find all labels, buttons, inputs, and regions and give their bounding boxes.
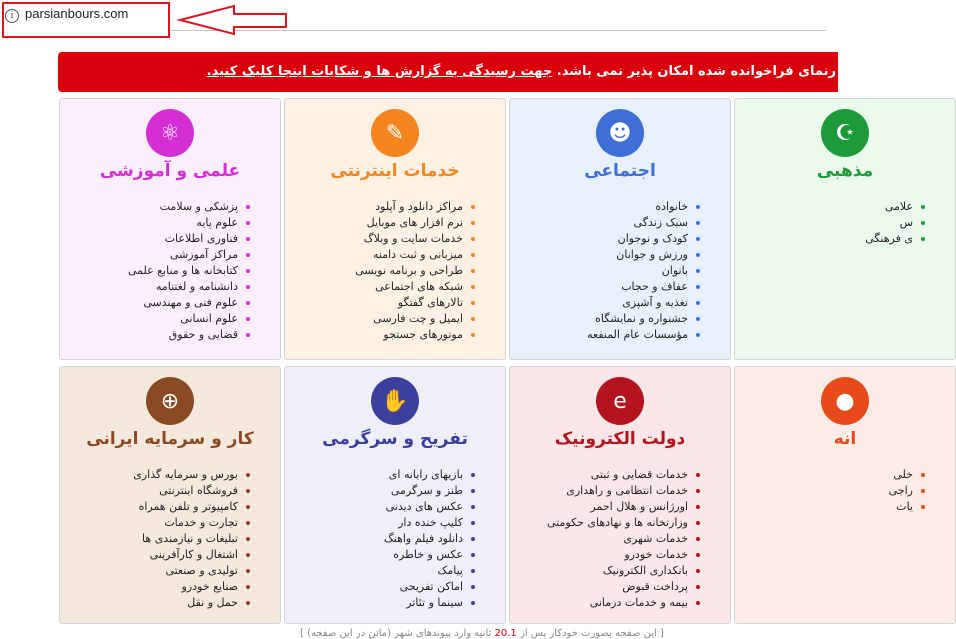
category-link[interactable]: ایمیل و چت فارسی: [285, 311, 475, 327]
category-link[interactable]: اماکن تفریحی: [285, 579, 475, 595]
category-links: [510, 467, 730, 611]
category-links: [60, 199, 280, 343]
category-link[interactable]: پرداخت قبوض: [510, 579, 700, 595]
price-tag-icon[interactable]: ✎: [371, 109, 419, 157]
category-link[interactable]: بانوان: [510, 263, 700, 279]
category-link[interactable]: راجی: [735, 483, 925, 499]
info-icon[interactable]: i: [5, 9, 19, 23]
category-link[interactable]: طنز و سرگرمی: [285, 483, 475, 499]
category-link[interactable]: نرم افزار های موبایل: [285, 215, 475, 231]
category-link[interactable]: طراحی و برنامه نویسی: [285, 263, 475, 279]
category-link[interactable]: بورس و سرمایه گذاری: [60, 467, 250, 483]
category-card[interactable]: [509, 98, 731, 360]
category-card[interactable]: [284, 98, 506, 360]
category-title[interactable]: انه: [833, 429, 857, 449]
category-link[interactable]: علوم پایه: [60, 215, 250, 231]
partial-icon[interactable]: ●: [821, 377, 869, 425]
category-title[interactable]: اجتماعی: [584, 161, 656, 181]
category-links: [735, 467, 955, 515]
category-links: [285, 199, 505, 343]
category-link[interactable]: قضایی و حقوق: [60, 327, 250, 343]
category-link[interactable]: تجارت و خدمات: [60, 515, 250, 531]
category-title[interactable]: کار و سرمایه ایرانی: [86, 429, 254, 449]
category-link[interactable]: تغذیه و آشپزی: [510, 295, 700, 311]
category-link[interactable]: علوم انسانی: [60, 311, 250, 327]
category-title[interactable]: دولت الکترونیک: [554, 429, 686, 449]
category-link[interactable]: علوم فنی و مهندسی: [60, 295, 250, 311]
category-link[interactable]: خدمات انتظامی و راهداری: [510, 483, 700, 499]
category-link[interactable]: میزبانی و ثبت دامنه: [285, 247, 475, 263]
category-link[interactable]: موتورهای جستجو: [285, 327, 475, 343]
category-link[interactable]: وزارتخانه ها و نهادهای حکومتی: [510, 515, 700, 531]
category-link[interactable]: کامپیوتر و تلفن همراه: [60, 499, 250, 515]
category-link[interactable]: فروشگاه اینترنتی: [60, 483, 250, 499]
category-card[interactable]: [509, 366, 731, 624]
atom-icon[interactable]: ⚛: [146, 109, 194, 157]
category-card[interactable]: [734, 366, 956, 624]
category-links: [510, 199, 730, 343]
category-link[interactable]: بانکداری الکترونیک: [510, 563, 700, 579]
category-link[interactable]: پزشکی و سلامت: [60, 199, 250, 215]
crowd-hands-icon[interactable]: ✋: [371, 377, 419, 425]
category-link[interactable]: تولیدی و صنعتی: [60, 563, 250, 579]
category-link[interactable]: ی فرهنگی: [735, 231, 925, 247]
category-link[interactable]: خدمات خودرو: [510, 547, 700, 563]
category-link[interactable]: خلی: [735, 467, 925, 483]
address-bar: [0, 0, 826, 38]
category-link[interactable]: مراکز دانلود و آپلود: [285, 199, 475, 215]
category-link[interactable]: مراکز آموزشی: [60, 247, 250, 263]
category-link[interactable]: عکس و خاطره: [285, 547, 475, 563]
category-title[interactable]: مذهبی: [816, 161, 874, 181]
category-link[interactable]: س: [735, 215, 925, 231]
redirect-note: [300, 628, 664, 639]
globe-hands-icon[interactable]: ⊕: [146, 377, 194, 425]
e-government-icon[interactable]: e: [596, 377, 644, 425]
category-links: [285, 467, 505, 611]
category-link[interactable]: خانواده: [510, 199, 700, 215]
category-link[interactable]: دانشنامه و لغتنامه: [60, 279, 250, 295]
report-link[interactable]: جهت رسیدگی به گزارش ها و شکایات اینجا کلیک کنید.: [206, 64, 553, 79]
banner-text: رنمای فراخوانده شده امکان پذیر نمی باشد.: [556, 64, 836, 79]
category-link[interactable]: صنایع خودرو: [60, 579, 250, 595]
category-link[interactable]: شبکه های اجتماعی: [285, 279, 475, 295]
category-link[interactable]: کتابخانه ها و منابع علمی: [60, 263, 250, 279]
category-link[interactable]: اشتغال و کارآفرینی: [60, 547, 250, 563]
category-link[interactable]: یات: [735, 499, 925, 515]
category-link[interactable]: تبلیغات و نیازمندی ها: [60, 531, 250, 547]
category-link[interactable]: سبک زندگی: [510, 215, 700, 231]
category-link[interactable]: بازیهای رایانه ای: [285, 467, 475, 483]
notice-banner: [58, 52, 838, 92]
category-link[interactable]: خدمات سایت و وبلاگ: [285, 231, 475, 247]
category-link[interactable]: خدمات قضایی و ثبتی: [510, 467, 700, 483]
category-card[interactable]: [59, 98, 281, 360]
family-icon[interactable]: ☻: [596, 109, 644, 157]
category-title[interactable]: علمی و آموزشی: [99, 161, 241, 181]
category-link[interactable]: جشنواره و نمایشگاه: [510, 311, 700, 327]
category-link[interactable]: عفاف و حجاب: [510, 279, 700, 295]
category-title[interactable]: تفریح و سرگرمی: [322, 429, 468, 449]
category-link[interactable]: خدمات شهری: [510, 531, 700, 547]
category-link[interactable]: کودک و نوجوان: [510, 231, 700, 247]
category-link[interactable]: مؤسسات عام المنفعه: [510, 327, 700, 343]
category-link[interactable]: اورژانس و هلال احمر: [510, 499, 700, 515]
category-link[interactable]: کلیپ خنده دار: [285, 515, 475, 531]
footer-rest: ثانیه وارد پیوندهای شهر (ماتن در این صفحه) ]: [300, 628, 492, 639]
category-link[interactable]: ورزش و جوانان: [510, 247, 700, 263]
category-card[interactable]: [59, 366, 281, 624]
category-link[interactable]: پیامک: [285, 563, 475, 579]
footer-text: [ این صفحه بصورت خودکار پس از: [519, 628, 664, 639]
category-links: [60, 467, 280, 611]
religion-icon[interactable]: ☪: [821, 109, 869, 157]
category-link[interactable]: تالارهای گفتگو: [285, 295, 475, 311]
category-link[interactable]: علامی: [735, 199, 925, 215]
category-link[interactable]: بیمه و خدمات درمانی: [510, 595, 700, 611]
category-link[interactable]: حمل و نقل: [60, 595, 250, 611]
category-link[interactable]: دانلود فیلم واهنگ: [285, 531, 475, 547]
url-text[interactable]: parsianbours.com: [25, 6, 129, 21]
category-link[interactable]: فناوری اطلاعات: [60, 231, 250, 247]
category-card[interactable]: [734, 98, 956, 360]
category-title[interactable]: خدمات اینترنتی: [330, 161, 460, 181]
category-card[interactable]: [284, 366, 506, 624]
category-links: [735, 199, 955, 247]
category-link[interactable]: سینما و تئاتر: [285, 595, 475, 611]
pointer-arrow-icon: [178, 4, 290, 36]
footer-count: 20.1: [494, 628, 517, 639]
category-link[interactable]: عکس های دیدنی: [285, 499, 475, 515]
